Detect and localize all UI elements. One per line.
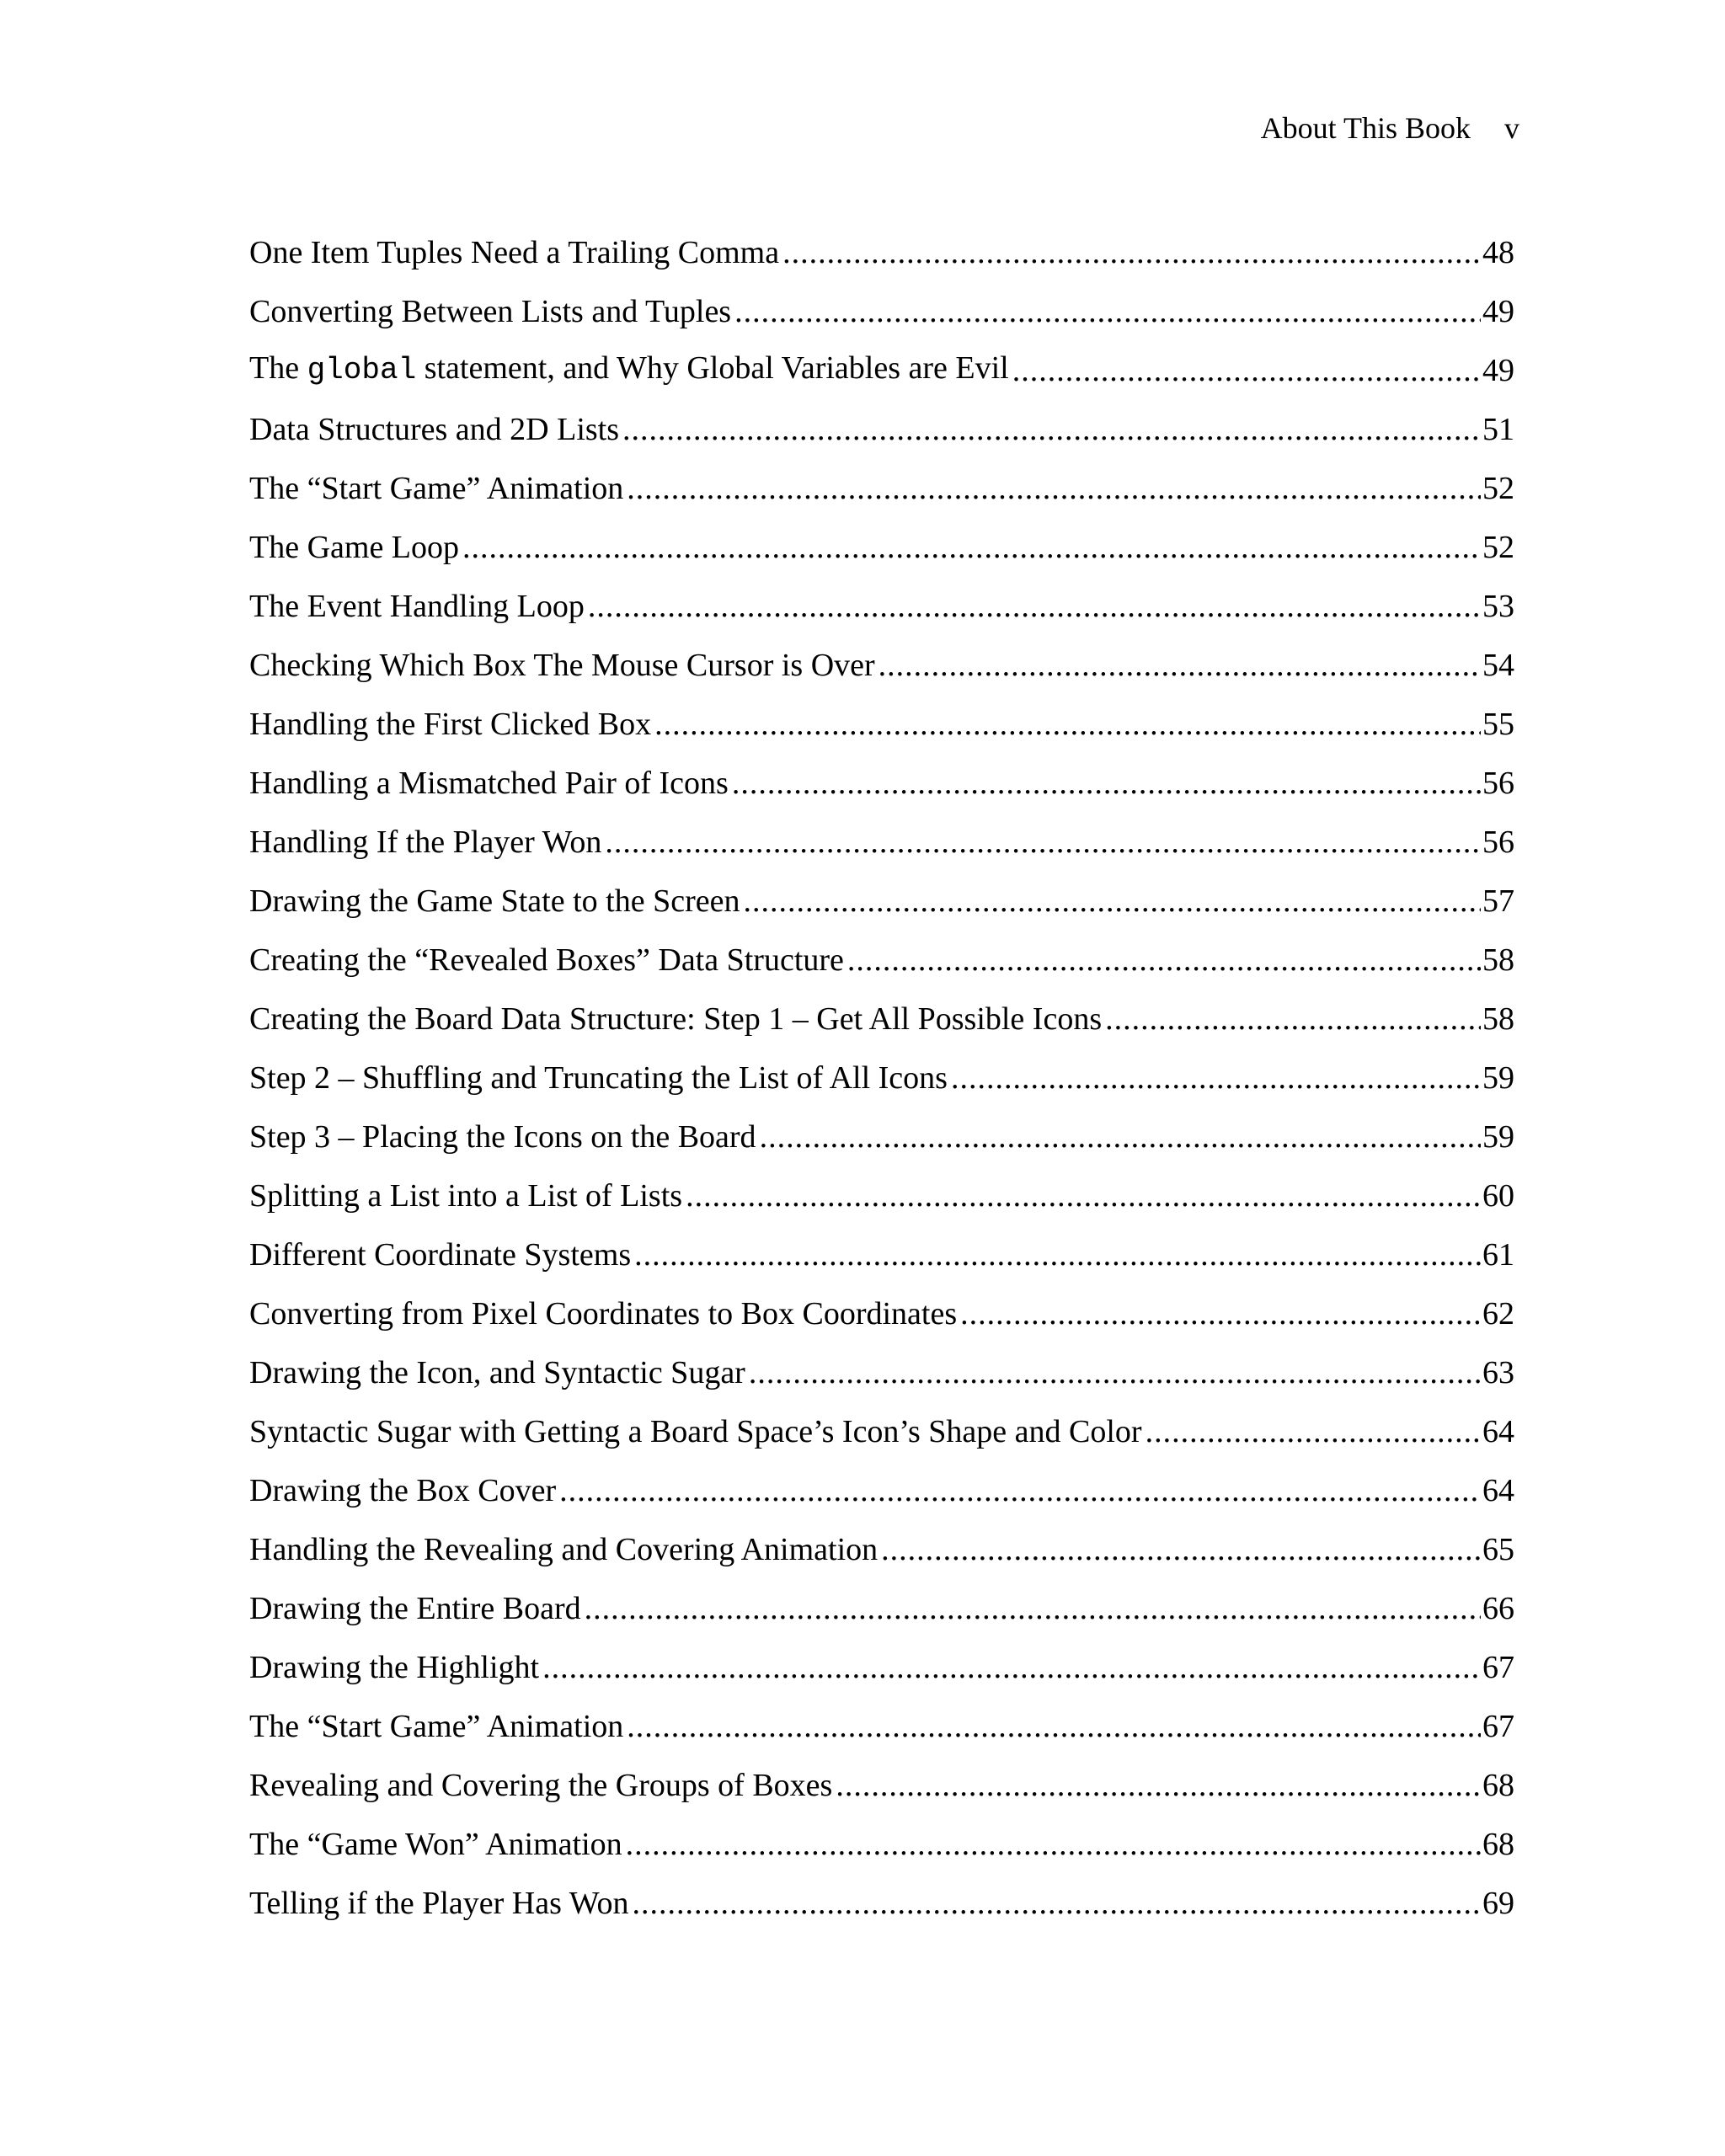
toc-entry-page: 62: [1482, 1296, 1514, 1331]
toc-leader-dots: [588, 586, 1481, 627]
toc-entry-page: 56: [1482, 766, 1514, 801]
toc-entry-page: 61: [1482, 1237, 1514, 1273]
toc-leader-dots: [760, 1117, 1481, 1157]
toc-leader-dots: [686, 1176, 1481, 1216]
toc-leader-dots: [605, 822, 1481, 862]
toc-entry[interactable]: [249, 1452, 1514, 1511]
toc-leader-dots: [627, 1706, 1481, 1747]
toc-leader-dots: [743, 881, 1481, 921]
toc-entry-page: 65: [1482, 1532, 1514, 1567]
toc-entry[interactable]: [249, 1629, 1514, 1688]
toc-leader-dots: [847, 940, 1481, 980]
toc-leader-dots: [654, 704, 1481, 744]
toc-leader-dots: [585, 1588, 1481, 1629]
toc-entry-title: Drawing the Highlight: [249, 1650, 540, 1685]
toc-leader-dots: [622, 409, 1481, 450]
toc-entry-page: 59: [1482, 1119, 1514, 1155]
toc-entry-page: 49: [1482, 353, 1514, 388]
toc-entry[interactable]: [249, 273, 1514, 332]
toc-entry-title: Handling the First Clicked Box: [249, 707, 652, 742]
toc-entry-title: Telling if the Player Has Won: [249, 1886, 629, 1921]
toc-entry-page: 60: [1482, 1178, 1514, 1214]
toc-entry-page: 52: [1482, 530, 1514, 565]
toc-entry-title: The “Start Game” Animation: [249, 471, 624, 506]
toc-entry-title: The Game Loop: [249, 530, 460, 565]
toc-entry[interactable]: [249, 214, 1514, 273]
toc-entry-title: Converting from Pixel Coordinates to Box Coordinates: [249, 1296, 958, 1331]
toc-entry-title: Drawing the Box Cover: [249, 1473, 557, 1508]
toc-entry-page: 58: [1482, 942, 1514, 978]
toc-entry-page: 55: [1482, 707, 1514, 742]
toc-entry-page: 67: [1482, 1709, 1514, 1744]
toc-entry[interactable]: [249, 509, 1514, 568]
toc-entry-title: Checking Which Box The Mouse Cursor is Over: [249, 648, 875, 683]
toc-entry[interactable]: [249, 921, 1514, 980]
toc-entry[interactable]: [249, 980, 1514, 1039]
toc-entry-page: 64: [1482, 1414, 1514, 1449]
toc-entry[interactable]: [249, 1157, 1514, 1216]
toc-entry[interactable]: [249, 1806, 1514, 1865]
toc-entry-page: 48: [1482, 235, 1514, 270]
toc-entry[interactable]: [249, 1747, 1514, 1806]
toc-leader-dots: [462, 527, 1481, 568]
toc-entry[interactable]: [249, 1570, 1514, 1629]
toc-leader-dots: [960, 1294, 1481, 1334]
toc-leader-dots: [951, 1058, 1481, 1098]
toc-entry-title: Drawing the Icon, and Syntactic Sugar: [249, 1355, 745, 1390]
toc-entry-title-after: statement, and Why Global Variables are Evil: [416, 350, 1009, 386]
toc-entry-page: 49: [1482, 294, 1514, 329]
toc-entry-title: Drawing the Entire Board: [249, 1591, 581, 1626]
toc-leader-dots: [732, 763, 1481, 803]
toc-leader-dots: [633, 1883, 1481, 1924]
running-header-page-number: v: [1504, 111, 1519, 145]
toc-leader-dots: [749, 1353, 1481, 1393]
toc-leader-dots: [1146, 1412, 1481, 1452]
toc-entry-page: 53: [1482, 589, 1514, 624]
toc-entry[interactable]: [249, 1865, 1514, 1924]
toc-leader-dots: [734, 291, 1481, 332]
toc-entry[interactable]: [249, 1688, 1514, 1747]
toc-entry-page: 67: [1482, 1650, 1514, 1685]
toc-entry-title: Converting Between Lists and Tuples: [249, 294, 732, 329]
toc-leader-dots: [1105, 999, 1481, 1039]
toc-entry-page: 56: [1482, 825, 1514, 860]
toc-leader-dots: [836, 1765, 1481, 1806]
toc-entry-page: 68: [1482, 1768, 1514, 1803]
running-header-title: About This Book: [1260, 111, 1471, 145]
toc-entry-page: 66: [1482, 1591, 1514, 1626]
toc-entry-title: Splitting a List into a List of Lists: [249, 1178, 683, 1214]
toc-entry[interactable]: [249, 1334, 1514, 1393]
toc-entry[interactable]: [249, 450, 1514, 509]
toc-entry[interactable]: [249, 1039, 1514, 1098]
toc-entry-title: One Item Tuples Need a Trailing Comma: [249, 235, 780, 270]
toc-entry-title: Drawing the Game State to the Screen: [249, 883, 740, 919]
toc-entry-page: 51: [1482, 412, 1514, 447]
toc-leader-dots: [559, 1470, 1481, 1511]
toc-entry-page: 58: [1482, 1001, 1514, 1037]
toc-entry-title: Creating the “Revealed Boxes” Data Structure: [249, 942, 844, 978]
toc-entry-page: 64: [1482, 1473, 1514, 1508]
toc-entry-title: Handling a Mismatched Pair of Icons: [249, 766, 729, 801]
toc-entry-title: The “Start Game” Animation: [249, 1709, 624, 1744]
toc-leader-dots: [627, 468, 1481, 509]
toc-entry-page: 54: [1482, 648, 1514, 683]
toc-entry-title: Step 3 – Placing the Icons on the Board: [249, 1119, 756, 1155]
toc-entry-page: 68: [1482, 1827, 1514, 1862]
toc-leader-dots: [626, 1824, 1481, 1865]
toc-entry-title: The “Game Won” Animation: [249, 1827, 622, 1862]
toc-entry-title: Revealing and Covering the Groups of Boxes: [249, 1768, 833, 1803]
toc-leader-dots: [782, 232, 1481, 273]
toc-entry[interactable]: [249, 1393, 1514, 1452]
toc-entry-title: Different Coordinate Systems: [249, 1237, 632, 1273]
toc-entry-title: Handling If the Player Won: [249, 825, 602, 860]
toc-leader-dots: [1012, 350, 1481, 391]
toc-entry-page: 59: [1482, 1060, 1514, 1096]
table-of-contents: [249, 214, 1514, 1924]
toc-entry[interactable]: [249, 803, 1514, 862]
toc-entry[interactable]: [249, 391, 1514, 450]
toc-entry-page: 63: [1482, 1355, 1514, 1390]
toc-entry-title: Syntactic Sugar with Getting a Board Space’s Icon’s Shape and Color: [249, 1414, 1142, 1449]
toc-entry-title: Step 2 – Shuffling and Truncating the List of All Icons: [249, 1060, 948, 1096]
toc-leader-dots: [542, 1647, 1481, 1688]
toc-leader-dots: [881, 1529, 1481, 1570]
toc-entry[interactable]: [249, 744, 1514, 803]
toc-entry[interactable]: [249, 568, 1514, 627]
running-header: [1261, 108, 1519, 148]
toc-entry-page: 52: [1482, 471, 1514, 506]
toc-entry-title: Creating the Board Data Structure: Step 1 – Get All Possible Icons: [249, 1001, 1103, 1037]
toc-entry[interactable]: [249, 862, 1514, 921]
toc-entry[interactable]: [249, 1511, 1514, 1570]
toc-entry-page: 57: [1482, 883, 1514, 919]
toc-entry[interactable]: [249, 1098, 1514, 1157]
toc-entry-page: 69: [1482, 1886, 1514, 1921]
toc-leader-dots: [634, 1235, 1481, 1275]
toc-entry[interactable]: [249, 1275, 1514, 1334]
toc-leader-dots: [879, 645, 1481, 686]
toc-entry-title-code: global: [307, 353, 417, 387]
toc-entry[interactable]: [249, 686, 1514, 744]
toc-entry[interactable]: [249, 332, 1514, 391]
toc-entry-title-before: The: [249, 350, 307, 386]
toc-entry[interactable]: [249, 1216, 1514, 1275]
toc-entry-title: Data Structures and 2D Lists: [249, 412, 620, 447]
toc-entry-title: Handling the Revealing and Covering Animation: [249, 1532, 879, 1567]
toc-entry-title: The Event Handling Loop: [249, 589, 585, 624]
toc-entry-title: [249, 348, 1009, 391]
toc-entry[interactable]: [249, 627, 1514, 686]
